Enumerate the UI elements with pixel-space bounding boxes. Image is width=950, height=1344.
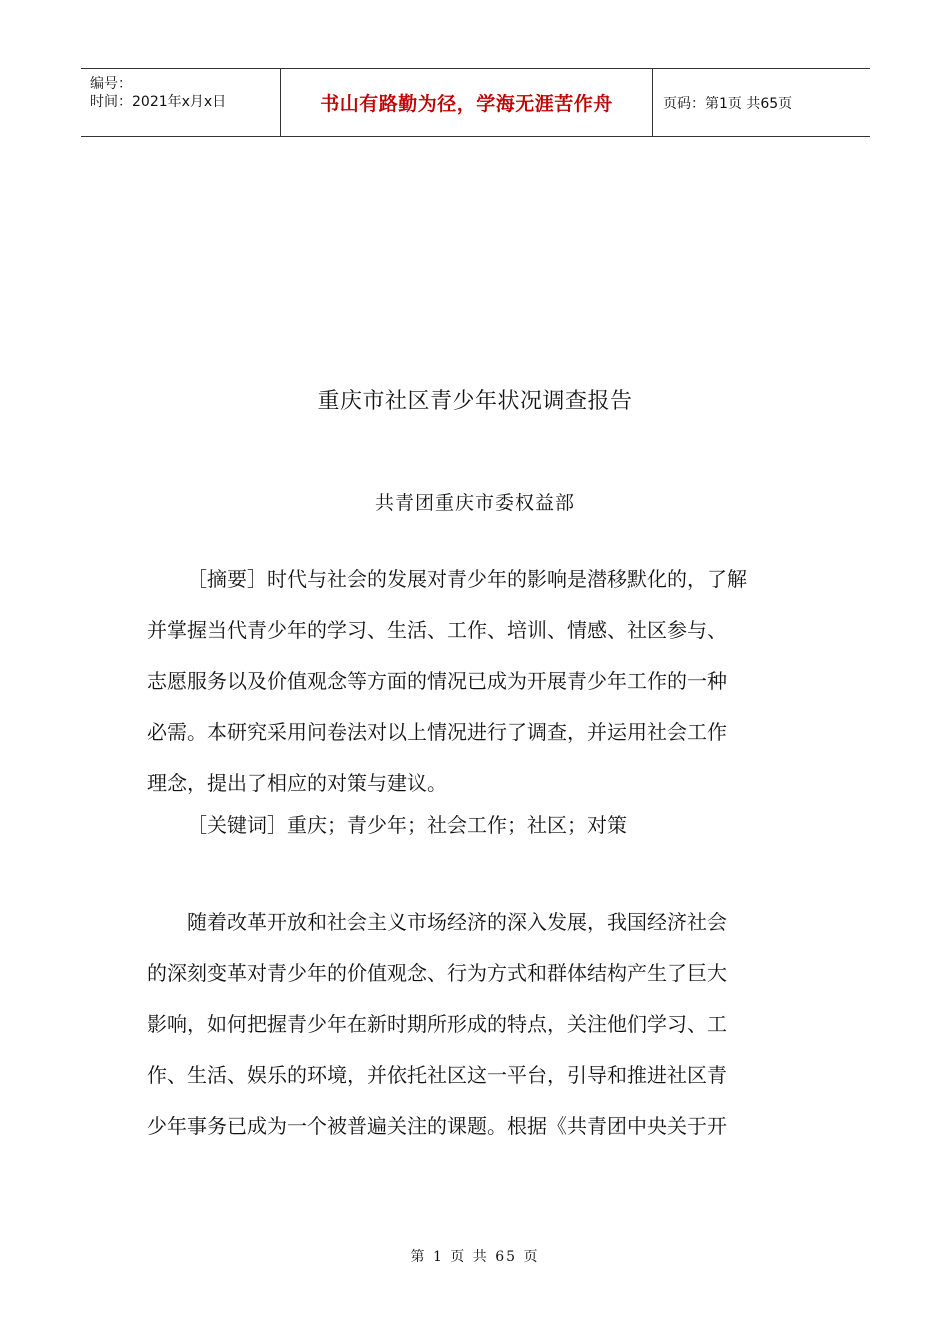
body-line: 作、生活、娱乐的环境，并依托社区这一平台，引导和推进社区青 <box>147 1063 727 1087</box>
abstract-line <box>147 554 807 605</box>
abstract-line: 理念，提出了相应的对策与建议。 <box>147 771 447 795</box>
keywords-text: 重庆；青少年；社会工作；社区；对策 <box>287 813 627 837</box>
motto-text: 书山有路勤为径，学海无涯苦作舟 <box>320 93 613 115</box>
document-header <box>81 68 870 137</box>
abstract-line: 并掌握当代青少年的学习、生活、工作、培训、情感、社区参与、 <box>147 618 727 642</box>
abstract-section <box>147 554 807 809</box>
body-line: 的深刻变革对青少年的价值观念、行为方式和群体结构产生了巨大 <box>147 961 727 985</box>
abstract-line: 志愿服务以及价值观念等方面的情况已成为开展青少年工作的一种 <box>147 669 727 693</box>
number-label: 编号： <box>90 76 132 92</box>
page-info: 页码：第1页 共65页 <box>663 95 793 112</box>
header-meta-cell <box>81 69 281 136</box>
document-title: 重庆市社区青少年状况调查报告 <box>317 389 633 414</box>
document-author: 共青团重庆市委权益部 <box>374 492 575 514</box>
time-label: 时间：2021年x月x日 <box>90 94 227 110</box>
abstract-text: 时代与社会的发展对青少年的影响是潜移默化的，了解 <box>267 567 747 591</box>
keywords-tag: ［关键词］ <box>187 813 287 837</box>
header-page-cell <box>653 69 870 136</box>
body-line: 少年事务已成为一个被普遍关注的课题。根据《共青团中央关于开 <box>147 1114 727 1138</box>
body-line: 随着改革开放和社会主义市场经济的深入发展，我国经济社会 <box>187 910 727 934</box>
body-section <box>147 897 807 1152</box>
body-line: 影响，如何把握青少年在新时期所形成的特点，关注他们学习、工 <box>147 1012 727 1036</box>
keywords-line <box>147 800 807 851</box>
abstract-tag: ［摘要］ <box>187 567 267 591</box>
keywords-section <box>147 800 807 851</box>
page-footer: 第 1 页 共 65 页 <box>410 1249 540 1265</box>
abstract-line: 必需。本研究采用问卷法对以上情况进行了调查，并运用社会工作 <box>147 720 727 744</box>
header-motto-cell <box>281 69 653 136</box>
